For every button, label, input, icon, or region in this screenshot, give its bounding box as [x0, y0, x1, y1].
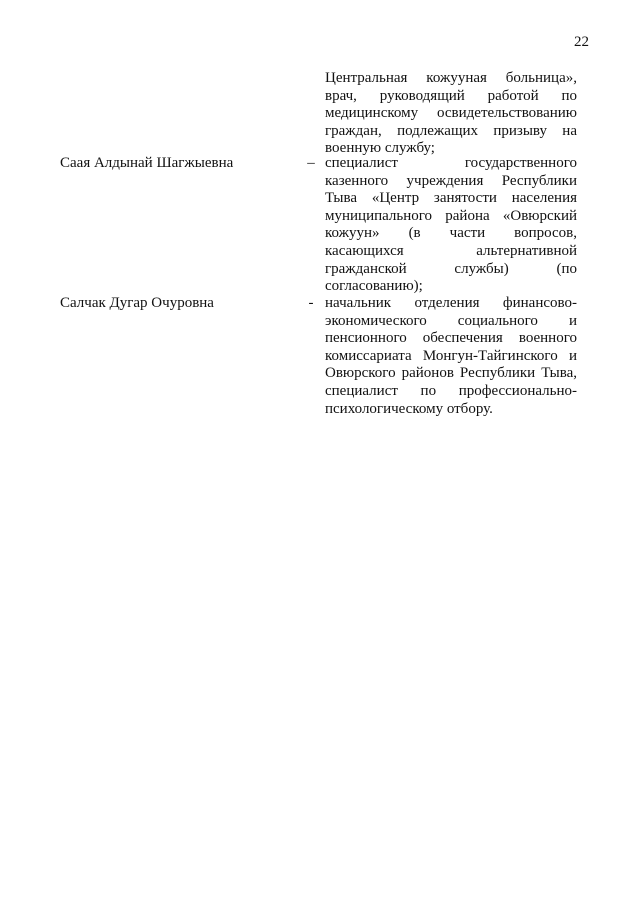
description-line: Тыва «Центр занятости населения	[325, 190, 577, 207]
description-line: согласованию);	[325, 278, 423, 295]
separator-dash: –	[307, 155, 315, 171]
member-description	[325, 155, 577, 296]
description-line: комиссариата Монгун-Тайгинского и	[325, 347, 577, 364]
description-line: военную службу;	[325, 140, 435, 157]
description-line: муниципального района «Овюрский	[325, 207, 577, 224]
continued-description	[325, 70, 577, 158]
description-line: Центральная кожууная больница»,	[325, 70, 577, 86]
separator-dash: -	[308, 295, 314, 311]
member-description	[325, 295, 577, 418]
description-line: касающихся альтернативной	[325, 242, 577, 259]
description-line: медицинскому освидетельствованию	[325, 105, 577, 122]
description-line: граждан, подлежащих призыву на	[325, 122, 577, 139]
description-line: экономического социального и	[325, 312, 577, 329]
page-number: 22	[574, 34, 589, 50]
description-line: кожуун» (в части вопросов,	[325, 225, 577, 242]
description-line: специалист государственного	[325, 155, 577, 171]
description-line: казенного учреждения Республики	[325, 172, 577, 189]
member-name: Салчак Дугар Очуровна	[60, 295, 214, 311]
member-name: Саая Алдынай Шагжыевна	[60, 155, 234, 171]
description-line: начальник отделения финансово-	[325, 295, 577, 311]
description-line: Овюрского районов Республики Тыва,	[325, 365, 577, 382]
description-line: психологическому отбору.	[325, 400, 493, 417]
description-line: специалист по профессионально-	[325, 382, 577, 399]
description-line: пенсионного обеспечения военного	[325, 330, 577, 347]
description-line: гражданской службы) (по	[325, 260, 577, 277]
description-line: врач, руководящий работой по	[325, 87, 577, 104]
